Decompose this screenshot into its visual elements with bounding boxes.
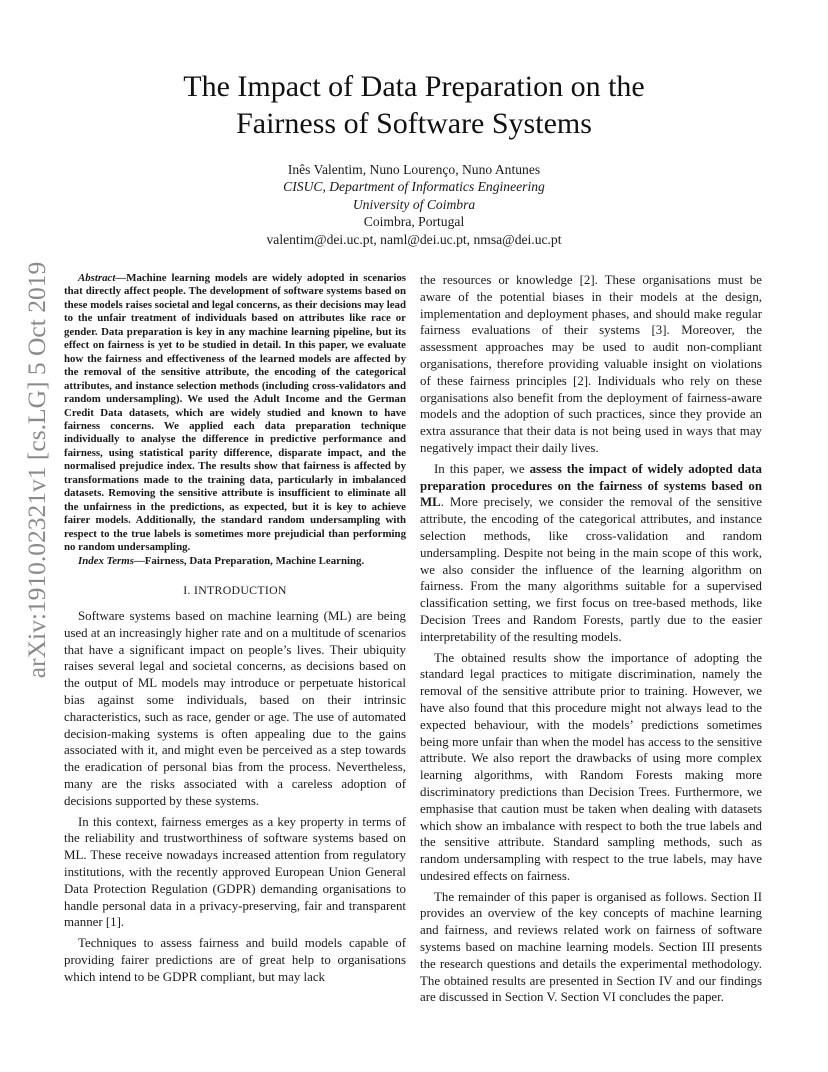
section-heading-introduction (64, 583, 406, 598)
intro-paragraph-6: The remainder of this paper is organised as follows. Section II provides an overview of the key concepts of machine learning and fairness, and reviews related work on fairness of software systems based on machine learning models. Section III presents the research questions and details the experimental methodology. The obtained results are presented in Section IV and our findings are discussed in Section V. Section VI concludes the paper. (420, 889, 762, 1005)
section-numeral: I. (183, 582, 194, 597)
title-line-2: Fairness of Software Systems (236, 107, 592, 140)
section-title-first: I (194, 582, 199, 597)
abstract-lead: Abstract (78, 272, 116, 284)
abstract-text: —Machine learning models are widely adopted in scenarios that directly affect people. The development of software systems based on these models raises societal and legal concerns, as their decisions may lead to the unfair treatment of individuals based on attributes like race or gender. Data preparation is key in any machine learning pipeline, but its effect on fairness is yet to be studied in detail. In this paper, we evaluate how the fairness and effectiveness of the learned models are affected by the removal of the sensitive attribute, the encoding of the categorical attributes, and instance selection methods (including cross-validators and random undersampling). We used the Adult Income and the German Credit Data datasets, which are widely studied and known to have fairness concerns. We applied each data preparation technique individually to analyse the difference in predictive performance and fairness, using statistical parity difference, disparate impact, and the normalised prejudice index. The results show that fairness is affected by transformations made to the training data, particularly in imbalanced datasets. Removing the sensitive attribute is insufficient to eliminate all the unfairness in the predictions, as expected, but it is key to achieve fairer models. Additionally, the standard random undersampling with respect to the true labels is sometimes more prejudicial than performing no random undersampling. (64, 272, 406, 554)
left-column (64, 272, 406, 990)
p4-before: In this paper, we (434, 461, 530, 476)
index-terms (64, 555, 406, 568)
p4-after: . More precisely, we consider the removal of the sensitive attribute, the encoding of the categorical attributes, and instance selection methods, like cross-validation and random undersampling. Despite not being in the main scope of this work, we also consider the influence of the learning algorithm on fairness. From the many algorithms suitable for a supervised classification setting, we first focus on tree-based methods, like Decision Trees and Random Forests, partly due to the easier interpretability of the resulting models. (420, 495, 762, 644)
author-university: University of Coimbra (352, 196, 476, 212)
author-emails: valentim@dei.uc.pt, naml@dei.uc.pt, nmsa@dei.uc.pt (266, 231, 562, 247)
intro-paragraph-4 (420, 461, 762, 646)
index-terms-text: —Fairness, Data Preparation, Machine Learning. (133, 554, 365, 567)
author-names: Inês Valentim, Nuno Lourenço, Nuno Antunes (287, 162, 541, 177)
abstract (64, 272, 406, 555)
intro-paragraph-3-cont: the resources or knowledge [2]. These organisations must be aware of the potential biases in their models at the design, implementation and deployment phases, and should make regular fairness evaluations of their systems [3]. Moreover, the assessment approaches may be used to audit non-compliant organisations, therefore providing valuable insight on violations of these fairness principles [2]. Individuals who rely on these organisations also benefit from the deployment of fairness-aware models and the adoption of such practices, since they provide an extra assurance that their data is not being used in ways that may negatively impact their daily lives. (420, 273, 762, 455)
author-department: CISUC, Department of Informatics Engineering (283, 179, 545, 195)
right-column (420, 272, 762, 1010)
paper-title (60, 68, 768, 142)
intro-paragraph-3: Techniques to assess fairness and build models capable of providing fairer predictions are of great help to organisations which intend to be GDPR compliant, but may lack (64, 936, 406, 984)
intro-paragraph-2: In this context, fairness emerges as a key property in terms of the reliability and trustworthiness of software systems based on ML. These receive nowadays increased attention from regulatory institutions, with the recently approved European Union General Data Protection Regulation (GDPR) demanding organisations to handle personal data in a privacy-preserving, fair and transparent manner [1]. (64, 814, 406, 930)
arxiv-stamp-text: arXiv:1910.02321v1 [cs.LG] 5 Oct 2019 (22, 261, 51, 679)
author-location: Coimbra, Portugal (363, 214, 465, 230)
title-line-1: The Impact of Data Preparation on the (183, 70, 645, 103)
author-block (60, 161, 768, 248)
intro-paragraph-1: Software systems based on machine learning (ML) are being used at an increasingly higher rate and on a multitude of scenarios that have a significant impact on people’s lives. Their ubiquity raises several legal and societal concerns, as decisions based on the output of ML models may introduce or perpetuate historical bias against some individuals, based on their intrinsic characteristics, such as race, gender or age. The use of automated decision-making systems is often appealing due to the gains associated with it, and might even be perceived as a step towards the eradication of personal bias from the process. Nevertheless, many are the risks associated with a careless adoption of decisions supported by these systems. (64, 608, 406, 808)
index-terms-lead: Index Terms (78, 554, 134, 567)
intro-paragraph-5: The obtained results show the importance of adopting the standard legal practices to mitigate discrimination, namely the removal of the sensitive attribute prior to training. However, we have also found that this procedure might not always lead to the expected behaviour, with the models’ predictions sometimes being more unfair than when the model has access to the sensitive attribute. We also report the drawbacks of using more complex learning algorithms, with Random Forests making more discriminatory predictions than Decision Trees. Furthermore, we emphasise that caution must be taken when dealing with datasets which show an imbalance with respect to both the true labels and the sensitive attribute. Standard sampling methods, such as random undersampling with respect to the true labels, may have undesired effects on fairness. (420, 650, 762, 883)
p4-bold-claim: assess the impact of widely adopted data preparation procedures on the fairness of systems based on ML (420, 461, 762, 510)
section-title-rest: NTRODUCTION (198, 582, 287, 597)
